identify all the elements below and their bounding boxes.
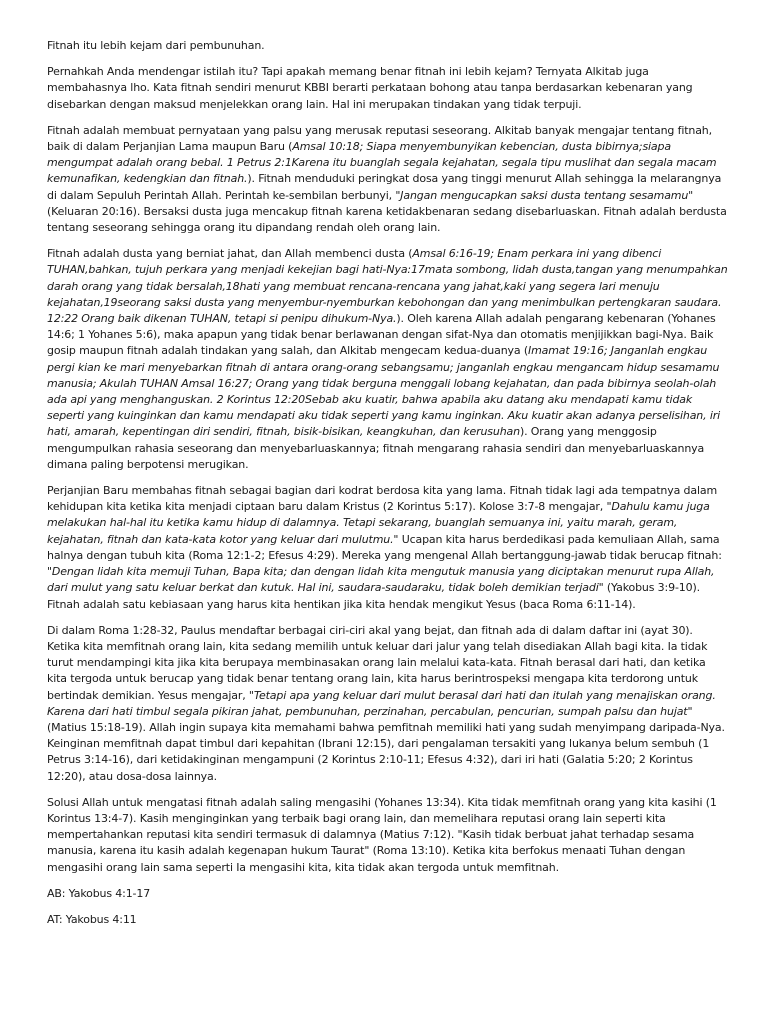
reading-ab: AB: Yakobus 4:1-17 [47,886,151,900]
scripture-quote: Amsal 6:16-19; Enam perkara ini yang dibenci TUHAN,bahkan, tujuh perkara yang menjadi kekejian bagi hati-Nya:17mata sombong, lidah dusta,tangan yang menumpahkan darah orang yang tidak bersalah,18hati yang membuat rencana-rencana yang jahat,kaki yang segera lari menuju kejahatan,19seorang saksi dusta yang menyembur-nyemburkan kebohongan dan yang menimbulkan pertengkaran saudara. 12:22 Orang baik dikenan TUHAN, tetapi si penipu dihukum-Nya. [47,247,728,326]
text-segment: Fitnah adalah dusta yang berniat jahat, dan Allah membenci dusta ( [47,247,413,261]
text-segment: (Yakobus 3:9-10). Fitnah adalah satu kebiasaan yang harus kita hentikan jika kita hendak mengikut Yesus (baca Roma 6:11-14). [47,581,700,611]
scripture-quote: "Jangan mengucapkan saksi dusta tentang sesamamu" [395,188,694,202]
scripture-quote: Amsal 10:18; Siapa menyembunyikan kebencian, dusta bibirnya;siapa mengumpat adalah orang bebal. 1 Petrus 2:1Karena itu buanglah segala kejahatan, segala tipu muslihat dan segala macam kemunafikan, kedengkian dan fitnah. [47,140,717,186]
scripture-quote: "Dengan lidah kita memuji Tuhan, Bapa kita; dan dengan lidah kita mengutuk manusia yang diciptakan menurut rupa Allah, dari mulut yang satu keluar berkat dan kutuk. Hal ini, saudara-saudaraku, tidak boleh demikian terjadi" [47,565,715,595]
text-segment: Di dalam Roma 1:28-32, Paulus mendaftar berbagai ciri-ciri akal yang bejat, dan fitnah ada di dalam daftar ini (ayat 30). Ketika kita memfitnah orang lain, kita sedang memilih untuk keluar dari jalur yang telah disediakan Allah bagi kita. Ia tidak turut mendampingi kita jika kita berupaya membinasakan orang lain melalui kata-kata. Fitnah berasal dari hati, dan ketika kita tergoda untuk berucap yang tidak benar tentang orang lain, kita harus berintrospeksi mengapa kita terdorong untuk bertindak demikian. Yesus mengajar, [47,623,708,702]
text-segment: ). Fitnah menduduki peringkat dosa yang tinggi menurut Allah sehingga Ia melarangnya di dalam Sepuluh Perintah Allah. Perintah ke-sembilan berbunyi, [47,172,722,202]
text-segment: Fitnah adalah membuat pernyataan yang palsu yang merusak reputasi seseorang. Alkitab banyak mengajar tentang fitnah, baik di dalam Perjanjian Lama maupun Baru ( [47,123,712,154]
text-segment: Ucapan kita harus berdedikasi pada kemuliaan Allah, sama halnya dengan tubuh kita (Roma 12:1-2; Efesus 4:29). Mereka yang mengenal Allah bertanggung-jawab tidak berucap fitnah: [47,532,722,562]
paragraph-romans [47,623,728,785]
text-segment: (Keluaran 20:16). Bersaksi dusta juga mencakup fitnah karena ketidakbenaran sedang disebarluaskan. Fitnah adalah berdusta tentang seseorang sehingga orang itu dipandang rendah oleh orang lain. [47,204,727,235]
scripture-quote: "Tetapi apa yang keluar dari mulut berasal dari hati dan itulah yang menajiskan orang. Karena dari hati timbul segala pikiran jahat, pembunuhan, perzinahan, percabulan, pencurian, sumpah palsu dan hujat" [47,688,716,718]
scripture-quote: "Dahulu kamu juga melakukan hal-hal itu ketika kamu hidup di dalamnya. Tetapi sekarang, buanglah semuanya ini, yaitu marah, geram, kejahatan, fitnah dan kata-kata kotor yang keluar dari mulutmu." [47,500,710,546]
reading-at: AT: Yakobus 4:11 [47,912,137,926]
scripture-quote: Imamat 19:16; Janganlah engkau pergi kian ke mari menyebarkan fitnah di antara orang-orang sebangsamu; janganlah engkau mengancam hidup sesamamu manusia; Akulah TUHAN Amsal 16:27; Orang yang tidak berguna menggali lobang kejahatan, dan pada bibirnya seolah-olah ada api yang menghanguskan. 2 Korintus 12:20Sebab aku kuatir, bahwa apabila aku datang aku mendapati kamu tidak seperti yang kuinginkan dan kamu mendapati aku tidak seperti yang kamu inginkan. Aku kuatir akan adanya perselisihan, iri hati, amarah, kepentingan diri sendiri, fitnah, bisik-bisikan, keangkuhan, dan kerusuhan [47,344,721,439]
heading-line: Fitnah itu lebih kejam dari pembunuhan. [47,39,265,52]
paragraph-new-testament [47,483,728,613]
paragraph-solution: Solusi Allah untuk mengatasi fitnah adalah saling mengasihi (Yohanes 13:34). Kita tidak memfitnah orang yang kita kasihi (1 Korintus 13:4-7). Kasih menginginkan yang terbaik bagi orang lain, dan memelihara reputasi orang lain seperti kita mempertahankan reputasi kita sendiri termasuk di dalamnya (Matius 7:12). "Kasih tidak berbuat jahat terhadap sesama manusia, karena itu kasih adalah kegenapan hukum Taurat" (Roma 13:10). Ketika kita berfokus menaati Tuhan dengan mengasihi orang lain sama seperti Ia mengasihi kita, kita tidak akan tergoda untuk memfitnah. [47,795,717,874]
paragraph-definition [47,123,728,236]
text-segment: ). Oleh karena Allah adalah pengarang kebenaran (Yohanes 14:6; 1 Yohanes 5:6), maka apapun yang tidak benar berlawanan dengan sifat-Nya dan otomatis menjijikkan bagi-Nya. Baik gosip maupun fitnah adalah tindakan yang salah, dan Alkitab mengecam kedua-duanya ( [47,312,716,358]
text-segment: Perjanjian Baru membahas fitnah sebagai bagian dari kodrat berdosa kita yang lama. Fitnah tidak lagi ada tempatnya dalam kehidupan kita ketika kita menjadi ciptaan baru dalam Kristus (2 Korintus 5:17). Kolose 3:7-8 mengajar, [47,484,718,514]
paragraph-lies [47,246,728,473]
text-segment: (Matius 15:18-19). Allah ingin supaya kita memahami bahwa pemfitnah memiliki hati yang sudah menyimpang daripada-Nya. Keinginan memfitnah dapat timbul dari kepahitan (Ibrani 12:15), dari pengalaman tersakiti yang lukanya belum sembuh (1 Petrus 3:14-16), dari ketidakinginan mengampuni (2 Korintus 2:10-11; Efesus 4:32), dari iri hati (Galatia 5:20; 2 Korintus 12:20), atau dosa-dosa lainnya. [47,720,725,783]
paragraph-intro: Pernahkah Anda mendengar istilah itu? Tapi apakah memang benar fitnah ini lebih kejam? Ternyata Alkitab juga membahasnya lho. Kata fitnah sendiri menurut KBBI berarti perkataan bohong atau tanpa berdasarkan kebenaran yang disebarkan dengan maksud menjelekkan orang lain. Hal ini merupakan tindakan yang tidak terpuji. [47,65,693,111]
text-segment: ). Orang yang menggosip mengumpulkan rahasia seseorang dan menyebarluaskannya; fitnah mengarang rahasia sendiri dan menyebarluaskannya dimana paling berpotensi merugikan. [47,425,705,471]
